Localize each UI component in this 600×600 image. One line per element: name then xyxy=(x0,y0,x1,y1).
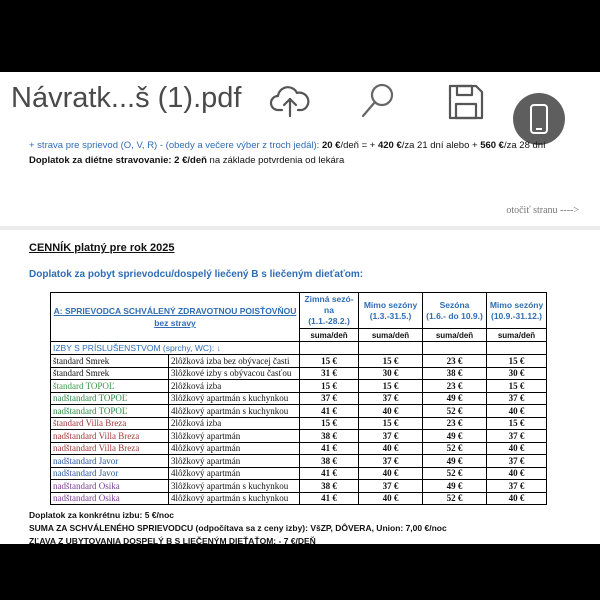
price-cell: 15 € xyxy=(487,417,547,430)
room-type: 4lôžkový apartmán xyxy=(169,442,300,455)
table-row xyxy=(51,367,547,380)
price-cell: 37 € xyxy=(300,392,359,405)
meal-price-21: 420 € xyxy=(377,140,402,151)
diet-info-bold: Doplatok za diétne stravovanie: 2 €/deň xyxy=(29,155,207,166)
price-cell: 37 € xyxy=(487,430,547,443)
price-cell: 52 € xyxy=(423,492,487,505)
col-header: Mimo sezóny (1.3.-31.5.) xyxy=(359,293,423,329)
per-day-label: suma/deň xyxy=(300,329,359,342)
price-cell: 40 € xyxy=(487,405,547,418)
room-name: nadštandard TOPOĽ xyxy=(51,405,169,418)
price-cell: 49 € xyxy=(423,480,487,493)
room-type: 3lôžkový apartmán xyxy=(169,430,300,443)
price-cell: 15 € xyxy=(487,380,547,393)
room-type: 3lôžkový apartmán s kuchynkou xyxy=(169,392,300,405)
price-cell: 15 € xyxy=(300,417,359,430)
price-cell: 40 € xyxy=(487,442,547,455)
room-type: 3lôžkové izby s obývacou časťou xyxy=(169,367,300,380)
rooms-section-label: IZBY S PRÍSLUŠENSTVOM (sprchy, WC): ↓ xyxy=(51,342,300,355)
meal-info-line xyxy=(29,140,546,151)
price-cell: 49 € xyxy=(423,392,487,405)
room-type: 4lôžkový apartmán s kuchynkou xyxy=(169,405,300,418)
price-cell: 30 € xyxy=(487,367,547,380)
per-day-label: suma/deň xyxy=(359,329,423,342)
price-cell: 40 € xyxy=(487,467,547,480)
price-cell: 30 € xyxy=(359,367,423,380)
col-header: Mimo sezóny (10.9.-31.12.) xyxy=(487,293,547,329)
room-type: 4lôžkový apartmán xyxy=(169,467,300,480)
discount-note: ZĽAVA Z UBYTOVANIA DOSPELÝ B S LIEČENÝM DIEŤAŤOM: - 7 €/DEŇ xyxy=(29,536,316,544)
room-name: nadštandard Javor xyxy=(51,467,169,480)
table-row xyxy=(51,467,547,480)
meal-info-text2: /deň = + xyxy=(340,140,378,151)
price-cell: 41 € xyxy=(300,492,359,505)
price-cell: 37 € xyxy=(359,455,423,468)
price-cell: 38 € xyxy=(300,480,359,493)
price-cell: 40 € xyxy=(359,467,423,480)
price-cell: 23 € xyxy=(423,380,487,393)
price-cell: 37 € xyxy=(487,455,547,468)
price-cell: 40 € xyxy=(359,442,423,455)
price-cell: 23 € xyxy=(423,417,487,430)
price-cell: 52 € xyxy=(423,467,487,480)
price-cell: 15 € xyxy=(359,417,423,430)
room-type: 3lôžkový apartmán s kuchynkou xyxy=(169,480,300,493)
per-day-label: suma/deň xyxy=(423,329,487,342)
room-name: štandard Smrek xyxy=(51,367,169,380)
room-name: nadštandard TOPOĽ xyxy=(51,392,169,405)
save-icon[interactable] xyxy=(444,80,488,124)
pdf-viewer xyxy=(0,72,600,544)
price-cell: 41 € xyxy=(300,442,359,455)
price-cell: 41 € xyxy=(300,467,359,480)
rooms-section-row xyxy=(51,342,547,355)
table-main-header: A: SPRIEVODCA SCHVÁLENÝ ZDRAVOTNOU POISŤOVŇOU bez stravy xyxy=(51,293,300,342)
price-cell: 49 € xyxy=(423,430,487,443)
room-name: nadštandard Villa Breza xyxy=(51,430,169,443)
turn-page-note: otočiť stranu ----> xyxy=(506,205,579,216)
search-icon[interactable] xyxy=(356,80,400,124)
col-header: Zimná sezó-na (1.1.-28.2.) xyxy=(300,293,359,329)
table-row xyxy=(51,492,547,505)
room-name: štandard Villa Breza xyxy=(51,417,169,430)
table-row xyxy=(51,405,547,418)
cloud-upload-icon[interactable] xyxy=(268,80,312,124)
room-name: nadštandard Osika xyxy=(51,492,169,505)
price-cell: 15 € xyxy=(300,355,359,368)
price-cell: 52 € xyxy=(423,442,487,455)
price-cell: 52 € xyxy=(423,405,487,418)
price-cell: 38 € xyxy=(300,455,359,468)
price-cell: 40 € xyxy=(487,492,547,505)
price-cell: 15 € xyxy=(487,355,547,368)
price-cell: 15 € xyxy=(359,380,423,393)
table-row xyxy=(51,480,547,493)
room-name: štandard Smrek xyxy=(51,355,169,368)
toolbar xyxy=(0,72,600,130)
room-name: štandard TOPOĽ xyxy=(51,380,169,393)
table-row xyxy=(51,380,547,393)
file-title: Návratk...š (1).pdf xyxy=(11,82,242,114)
table-row xyxy=(51,455,547,468)
meal-price-28: 560 € xyxy=(480,140,504,151)
meal-info-text3: /za 21 dní alebo + xyxy=(401,140,481,151)
pdf-page-content xyxy=(0,130,600,544)
table-row xyxy=(51,430,547,443)
table-row xyxy=(51,442,547,455)
per-day-label: suma/deň xyxy=(487,329,547,342)
price-subheading: Doplatok za pobyt sprievodcu/dospelý liečený B s liečeným dieťaťom: xyxy=(29,269,364,280)
table-row xyxy=(51,392,547,405)
room-name: nadštandard Villa Breza xyxy=(51,442,169,455)
price-cell: 41 € xyxy=(300,405,359,418)
room-type: 4lôžkový apartmán s kuchynkou xyxy=(169,492,300,505)
meal-info-text4: /za 28 dní xyxy=(503,140,546,151)
table-row xyxy=(51,417,547,430)
room-surcharge-note: Doplatok za konkrétnu izbu: 5 €/noc xyxy=(29,510,174,520)
room-type: 2lôžková izba xyxy=(169,417,300,430)
price-cell: 23 € xyxy=(423,355,487,368)
price-cell: 37 € xyxy=(359,392,423,405)
price-cell: 15 € xyxy=(359,355,423,368)
price-cell: 37 € xyxy=(487,392,547,405)
price-cell: 37 € xyxy=(359,430,423,443)
price-list-title: CENNÍK platný pre rok 2025 xyxy=(29,242,175,254)
price-cell: 38 € xyxy=(300,430,359,443)
room-type: 2lôžková izba xyxy=(169,380,300,393)
price-cell: 49 € xyxy=(423,455,487,468)
page-separator xyxy=(0,226,600,230)
diet-info-line xyxy=(29,155,344,166)
meal-price-day: 20 € xyxy=(321,140,341,151)
meal-info-text: + strava pre sprievod (O, V, R) - (obedy a večere výber z troch jedál): xyxy=(29,140,322,151)
table-row xyxy=(51,355,547,368)
price-cell: 31 € xyxy=(300,367,359,380)
room-name: nadštandard Osika xyxy=(51,480,169,493)
companion-sum-note: SUMA ZA SCHVÁLENÉHO SPRIEVODCU (odpočítava sa z ceny izby): VšZP, DÔVERA, Union: 7,00 €/noc xyxy=(29,523,447,533)
col-header: Sezóna (1.6.- do 10.9.) xyxy=(423,293,487,329)
room-type: 2lôžková izba bez obývacej časti xyxy=(169,355,300,368)
price-cell: 37 € xyxy=(487,480,547,493)
price-table xyxy=(50,292,547,505)
room-name: nadštandard Javor xyxy=(51,455,169,468)
diet-info-text: na základe potvrdenia od lekára xyxy=(206,155,345,166)
price-cell: 15 € xyxy=(300,380,359,393)
room-type: 3lôžkový apartmán xyxy=(169,455,300,468)
price-cell: 40 € xyxy=(359,405,423,418)
price-cell: 37 € xyxy=(359,480,423,493)
price-cell: 40 € xyxy=(359,492,423,505)
price-cell: 38 € xyxy=(423,367,487,380)
